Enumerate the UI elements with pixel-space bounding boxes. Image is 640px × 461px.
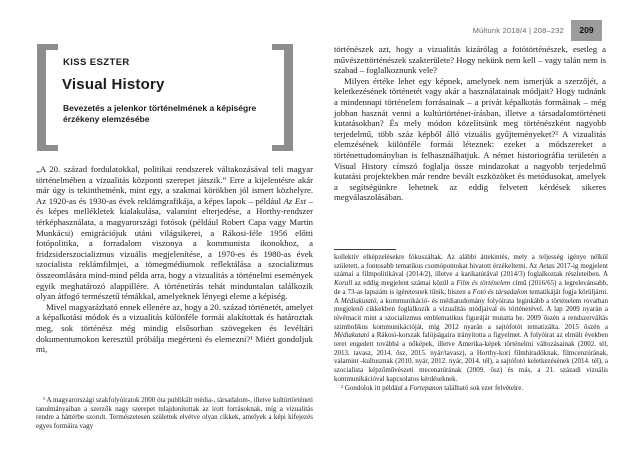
page-number-badge: 209: [571, 20, 602, 41]
body-paragraph: „A 20. század fordulatokkal, politikai rendszerek váltakozásával teli magyar történelmében a vizualitás központi szerepet játszik.” Erre a kijelentésre akár már úgy is tekinthetnénk, mint egy, a szakmai körökben jól ismert közhelyre. Az 1920-as és 1930-as évek reklámgrafikája, a képes lapok – például Az Est – és képes mellékletek kialakulása, valamint elterjedése, a Horthy-rendszer térképhasználata, a magyarországi fotósok (például Robert Capa vagy Martin Munkácsi) emigrációjuk utáni világsikerei, a Rákosi-féle 1956 előtti fotópolitika, a forradalom viszonya a kommunista ikonokhoz, a fridzsiderszocializmus vizuális megjelenítése, a 1970-es és 1980-as évek szocialista reklámfilmjei, a tömegmédiumok reflektálása a szocializmus összeomlására mind-mind példa arra, hogy a vizualitás a történelmi események egyik meghatározó alappillére. A történetírás tehát minduntalan találkozik olyan átfogó természetű témákkal, amelyeknek lényegi eleme a képiség.: [36, 164, 313, 302]
left-page-footnote: [36, 396, 313, 431]
right-page-body: [334, 44, 606, 203]
body-paragraph: történészek azt, hogy a vizualitás kizárólag a fotótörténészek, esetleg a művészettörténészek szakterülete? Hogy nekünk nem kell – vagy talán nem is szabad – foglalkoznunk vele?: [334, 44, 606, 76]
footnote-2-text: ² Gondolok itt például a Fortepanon található sok ezer felvételre.: [341, 383, 524, 392]
article-subtitle: Bevezetés a jelenkor történelmének a képiségre érzékeny elemzésébe: [63, 103, 257, 124]
footnote-1-continuation: kollektív elképzelésekre fókuszáltak. Az alábbi áttekintés, mely a teljesség igénye nélkül született, a fontosabb tematikus csomópontokat hivatott érzékeltetni. Az Aetas 2017-ig megjelent számai a filmpolitikával (2014/2), illetve a karikatúrával (2014/3) foglalkoztak részleteiben. A Korall az eddig megjelent számai közül a Film és történelem című (2016/65) a legrelevánsabb, de a 73-as lapszám is ígéretesnek tűnik, hiszen a Fotó és társadalom tematikáját fogja körüljárni. A Médiakutató, a kommunikáció- és médiatudomány folyóirata leginkább a történelem rovatban megjelenő cikkekben foglalkozik a vizualitás módjaival és történetével. A lap 2009 nyarán a tévémacit mint a szocializmus emblematikus figuráját mutatta be. 2009 őszén a rendszerváltás szimbolikus kommunikációját, míg 2012 nyarán a sajtófotót tematizálta. 2015 őszén a Médiakutató a Rákosi-korszak falújságaira irányította a figyelmet. A folyóirat az elmúlt években teret engedett továbbá a nőképek, illetve Amerika-képek történelmi változásainak (2002. tél, 2013. tavasz, 2014. ősz, 2015. nyár/tavasz), a Horthy-kori filmhíradóknak, filmcenzúrának, valamint -kultusznak (2010. nyár, 2012. nyár, 2014. tél), a sajtófotó keletkezésének (2014. tél), a szocialista képzőművészeti mecenatúrának (2009. ősz) és más, a 21. századi vizuális kommunikációval kapcsolatos kérdéseknek.: [334, 253, 608, 383]
left-page-body: [36, 164, 313, 355]
title-bracket-right-icon: [272, 44, 293, 151]
right-page-footnotes: [334, 249, 608, 392]
footnote-separator: [334, 249, 396, 250]
page-header: [334, 19, 602, 41]
author-name: KISS ESZTER: [63, 57, 130, 68]
journal-issue-label: Múltunk 2018/4 | 208–232: [472, 25, 564, 35]
body-paragraph: Mivel magyarázható ennek ellenére az, hogy a 20. század történetét, amelyet a képalkotási módok és a vizualitás különféle formái alakítottak és határoztak meg, sok történész még mindig elsősorban szövegeken és levéltári dokumentumokon keresztül próbálja megérteni és elemezni?¹ Miért gondoljuk mi,: [36, 301, 314, 355]
article-title: Visual History: [62, 76, 165, 93]
body-paragraph: Milyen értéke lehet egy képnek, amelynek nem ismerjük a szerzőjét, a keletkezésének történetét vagy akár a használatainak módjait? Hogy tudnánk a mindennapi történelem forrásainak – a privát képalkotás formáinak – még jobban hasznát venni a kultúrtörténet-írásban, illetve a társadalomtörténeti kutatásokban? És mely módon közelítsünk meg történészként nagyobb terjedelmű, több száz képből álló vizuális gyűjteményeket?² A vizualitás elemzésének különféle formái léteznek: ezeket a módszereket a történettudományban is felhasználhatjuk. A német historiográfia területén a Visual History címszó foglalja össze mindazokat a nagyobb terjedelmű kutatási projektekben már rendre bevált eszközöket és metódusokat, amelyek a segítségünkre lehetnek az eddig felvetett kérdések sikeres megválaszolásában.: [334, 75, 606, 203]
title-bracket-left-icon: [37, 44, 58, 151]
footnote-1-text: ¹ A magyarországi szakfolyóiratok 2000 óta publikált média-, társadalom-, illetve kultúrtörténeti tanulmányaiban a szerzők nagy szerepet tulajdonítottak az írott forrásoknak, míg a vizualitás rendre a háttérbe szorult. Természetesen születtek elvétve olyan cikkek, amelyek a képi kifejezés egyes formáira vagy: [36, 396, 313, 431]
